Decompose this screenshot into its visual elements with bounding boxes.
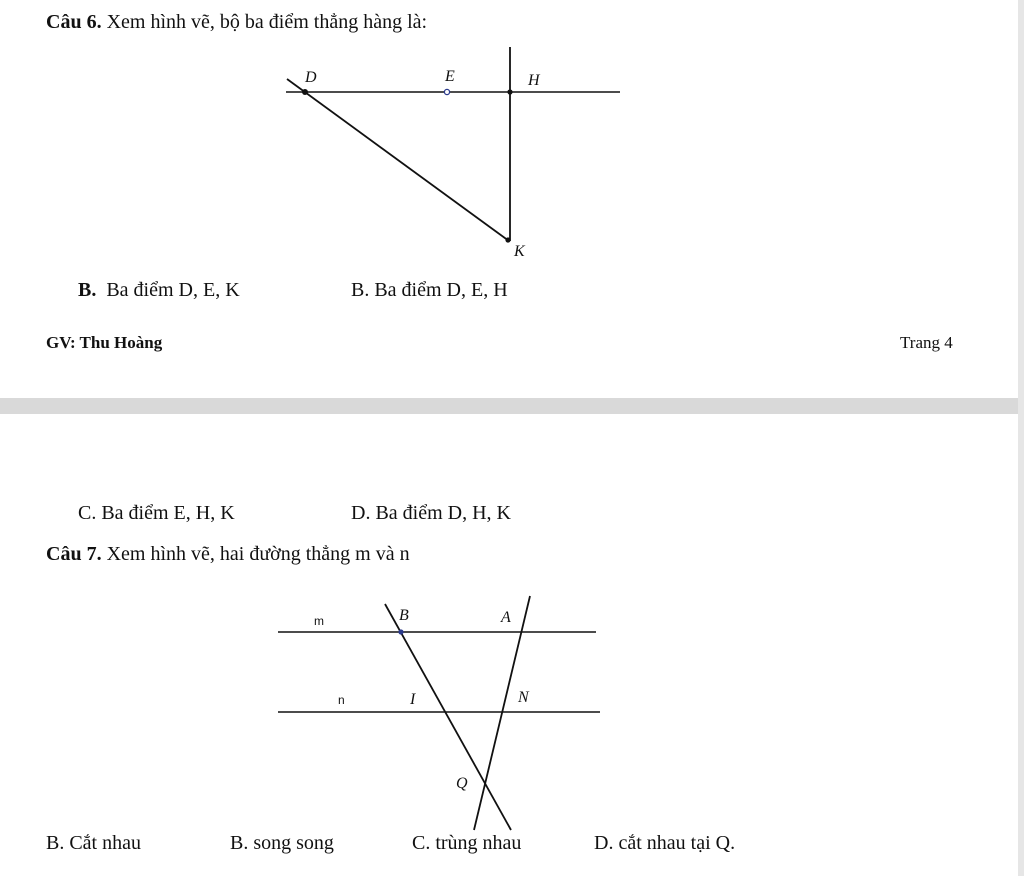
line-aq	[474, 596, 530, 830]
option-d: D. Ba điểm D, H, K	[351, 502, 511, 524]
point-e	[444, 89, 449, 94]
question-7-text: Xem hình vẽ, hai đường thẳng m và n	[101, 543, 410, 565]
answer-c: C. trùng nhau	[412, 832, 522, 854]
footer-page-number: Trang 4	[900, 333, 953, 352]
footer-teacher: GV: Thu Hoàng	[46, 333, 163, 352]
label-q: Q	[456, 775, 468, 792]
point-k	[505, 237, 510, 242]
answer-b: B. song song	[230, 832, 334, 854]
option-b-first-text: Ba điểm D, E, K	[106, 279, 240, 301]
label-a: A	[501, 609, 511, 626]
document-page-4	[0, 0, 1018, 398]
point-d	[302, 89, 308, 95]
option-b-second: B. Ba điểm D, E, H	[351, 279, 508, 301]
label-n: n	[338, 693, 345, 707]
label-m: m	[314, 614, 324, 628]
figure-question-7	[0, 414, 1018, 876]
option-c: C. Ba điểm E, H, K	[78, 502, 235, 524]
label-b: B	[399, 607, 409, 624]
answer-d: D. cắt nhau tại Q.	[594, 832, 736, 854]
document-page-5	[0, 414, 1018, 876]
label-i: I	[410, 691, 416, 708]
label-n-point: N	[518, 689, 529, 706]
label-d: D	[305, 69, 317, 86]
point-h	[507, 89, 512, 94]
answer-a: B. Cắt nhau	[46, 832, 141, 854]
question-6-number: Câu 6.	[46, 11, 102, 33]
line-dk	[287, 79, 509, 241]
line-bq	[385, 604, 511, 830]
option-b-first-letter: B.	[78, 279, 97, 301]
option-b-first	[78, 278, 240, 302]
label-k: K	[514, 243, 525, 260]
viewer-scroll-edge	[1018, 0, 1024, 876]
label-e: E	[445, 68, 455, 85]
label-h: H	[528, 72, 540, 89]
question-6-text: Xem hình vẽ, bộ ba điểm thẳng hàng là:	[101, 11, 428, 33]
point-b	[398, 629, 403, 634]
question-7-number: Câu 7.	[46, 543, 102, 565]
